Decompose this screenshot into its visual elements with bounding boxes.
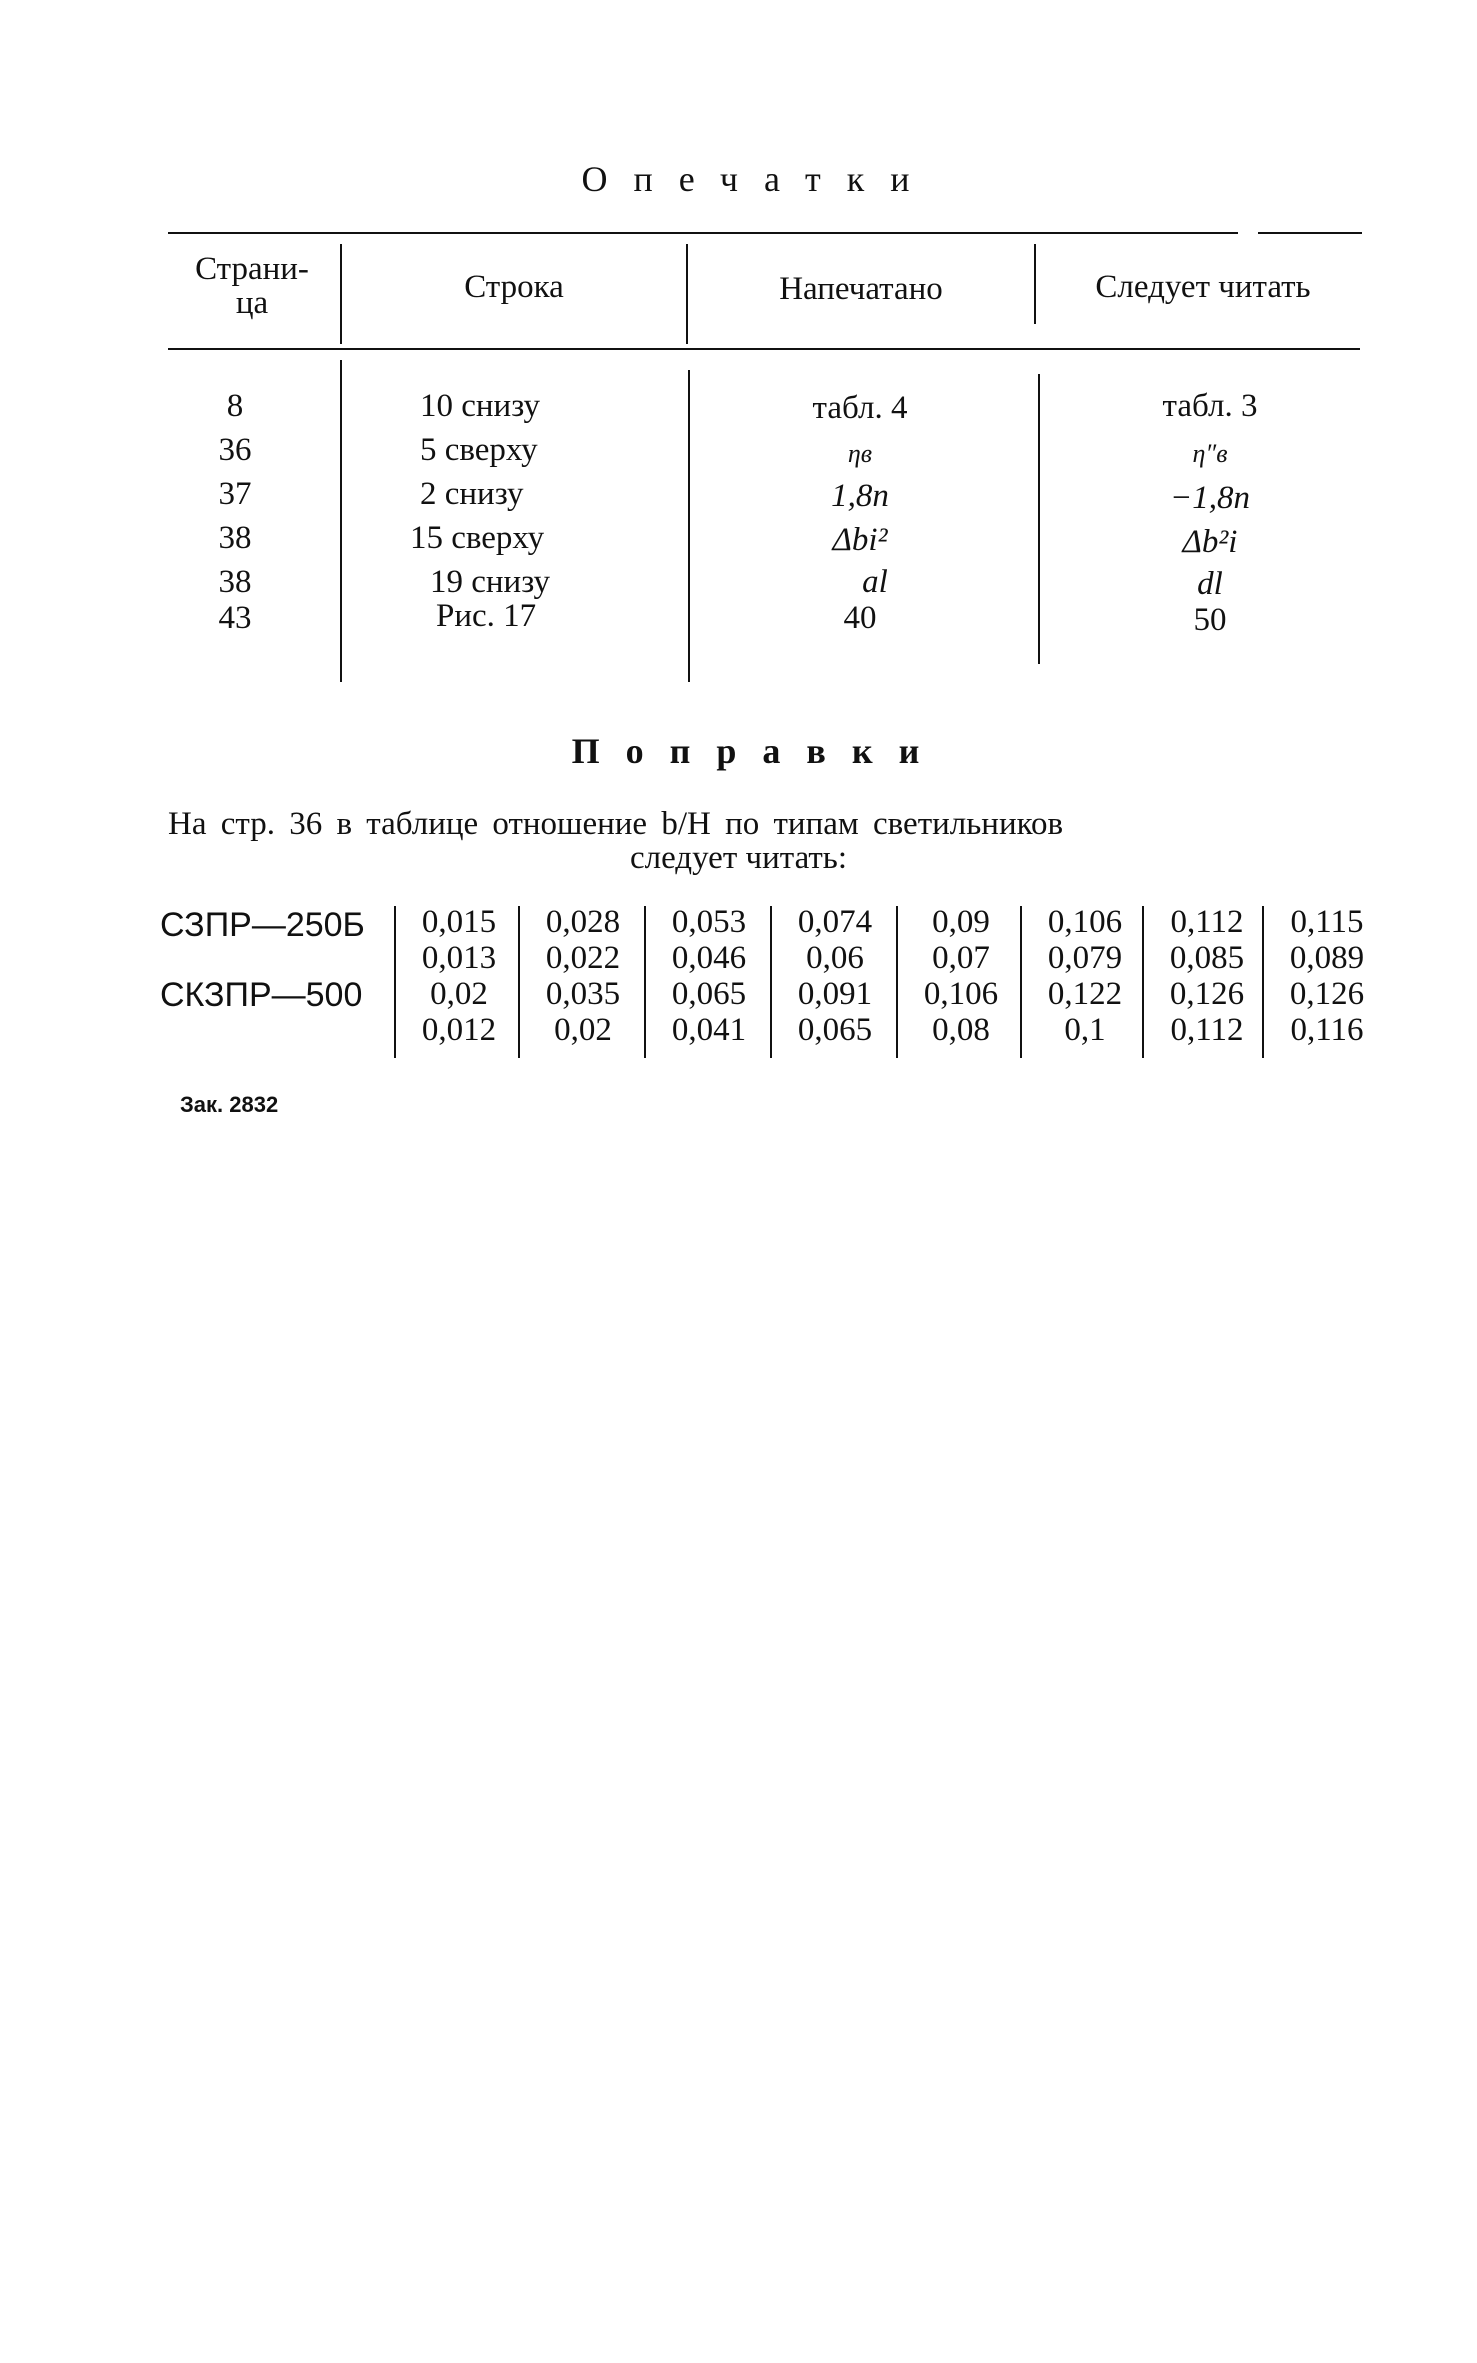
value-cell: 0,028: [545, 904, 621, 940]
errata-cell-should-read: Δb²i: [1182, 524, 1238, 560]
errata-header-line: Строка: [464, 269, 564, 305]
errata-top-rule-right: [1258, 232, 1362, 234]
value-cell: 0,09: [932, 904, 990, 940]
errata-cell-should-read: dl: [1197, 566, 1223, 602]
errata-cell-page: 37: [218, 476, 252, 512]
value-cell: 0,065: [797, 1012, 873, 1048]
value-cell: 0,085: [1169, 940, 1245, 976]
value-cell: 0,115: [1290, 904, 1364, 940]
errata-cell-line: 2 снизу: [420, 476, 524, 512]
errata-cell-should-read: η″в: [1192, 439, 1228, 468]
errata-top-rule: [168, 232, 1238, 234]
errata-cell-line: 15 сверху: [410, 520, 545, 556]
errata-col-sep-3: [1034, 244, 1036, 324]
value-cell: 0,013: [421, 940, 497, 976]
value-cell: 0,053: [671, 904, 747, 940]
value-cell: 0,079: [1047, 940, 1123, 976]
value-cell: 0,106: [923, 976, 999, 1012]
value-cell: 0,02: [430, 976, 488, 1012]
footer-order-code: Зак. 2832: [180, 1092, 279, 1117]
errata-title: Опечатки: [581, 159, 936, 199]
corrections-intro-line2: следует читать:: [629, 840, 847, 876]
values-col-sep: [394, 906, 396, 1058]
value-cell: 0,112: [1170, 1012, 1244, 1048]
lamp-name: СЗПР—250Б: [160, 906, 365, 944]
value-cell: 0,116: [1290, 1012, 1364, 1048]
corrections-intro-line1: На стр. 36 в таблице отношение b/H по типам светильников: [168, 806, 1064, 842]
errata-cell-page: 43: [218, 600, 252, 636]
value-cell: 0,015: [421, 904, 497, 940]
errata-cell-line: 5 сверху: [420, 432, 538, 468]
value-cell: 0,02: [554, 1012, 612, 1048]
value-cell: 0,035: [545, 976, 621, 1012]
values-col-sep: [644, 906, 646, 1058]
value-cell: 0,112: [1170, 904, 1244, 940]
value-cell: 0,106: [1047, 904, 1123, 940]
errata-col-sep-2b: [688, 370, 690, 682]
value-cell: 0,126: [1289, 976, 1365, 1012]
value-cell: 0,089: [1289, 940, 1365, 976]
values-col-sep: [896, 906, 898, 1058]
errata-cell-printed: 1,8n: [831, 478, 889, 514]
value-cell: 0,022: [545, 940, 621, 976]
errata-cell-printed: табл. 4: [812, 390, 908, 426]
value-cell: 0,065: [671, 976, 747, 1012]
errata-cell-should-read: 50: [1193, 602, 1227, 638]
errata-cell-line: Рис. 17: [436, 598, 537, 634]
value-cell: 0,122: [1047, 976, 1123, 1012]
errata-cell-printed: 40: [843, 600, 877, 636]
errata-cell-line: 19 снизу: [430, 564, 551, 600]
value-cell: 0,041: [671, 1012, 747, 1048]
value-cell: 0,091: [797, 976, 873, 1012]
errata-cell-page: 8: [226, 388, 244, 424]
errata-header-rule: [168, 348, 1360, 350]
lamp-name: СКЗПР—500: [160, 976, 363, 1014]
errata-cell-page: 36: [218, 432, 252, 468]
errata-header-should-read: Следует читать: [1095, 269, 1311, 305]
corrections-title: Поправки: [571, 731, 946, 771]
errata-cell-page: 38: [218, 564, 252, 600]
errata-cell-should-read: табл. 3: [1162, 388, 1258, 424]
value-cell: 0,1: [1064, 1012, 1106, 1048]
value-cell: 0,07: [932, 940, 990, 976]
errata-cell-should-read: −1,8n: [1169, 480, 1251, 516]
errata-col-sep-1: [340, 244, 342, 344]
errata-cell-printed: ηв: [847, 439, 873, 468]
value-cell: 0,012: [421, 1012, 497, 1048]
value-cell: 0,126: [1169, 976, 1245, 1012]
errata-header-page: Страни- ца: [195, 251, 309, 321]
errata-col-sep-2: [686, 244, 688, 344]
errata-header-printed: Напечатано: [779, 271, 943, 307]
errata-cell-printed: Δbi²: [832, 522, 888, 558]
values-col-sep: [770, 906, 772, 1058]
value-cell: 0,046: [671, 940, 747, 976]
errata-col-sep-1b: [340, 360, 342, 682]
errata-cell-printed: al: [862, 564, 888, 600]
value-cell: 0,074: [797, 904, 873, 940]
errata-cell-line: 10 снизу: [420, 388, 541, 424]
value-cell: 0,06: [806, 940, 864, 976]
errata-cell-page: 38: [218, 520, 252, 556]
value-cell: 0,08: [932, 1012, 990, 1048]
